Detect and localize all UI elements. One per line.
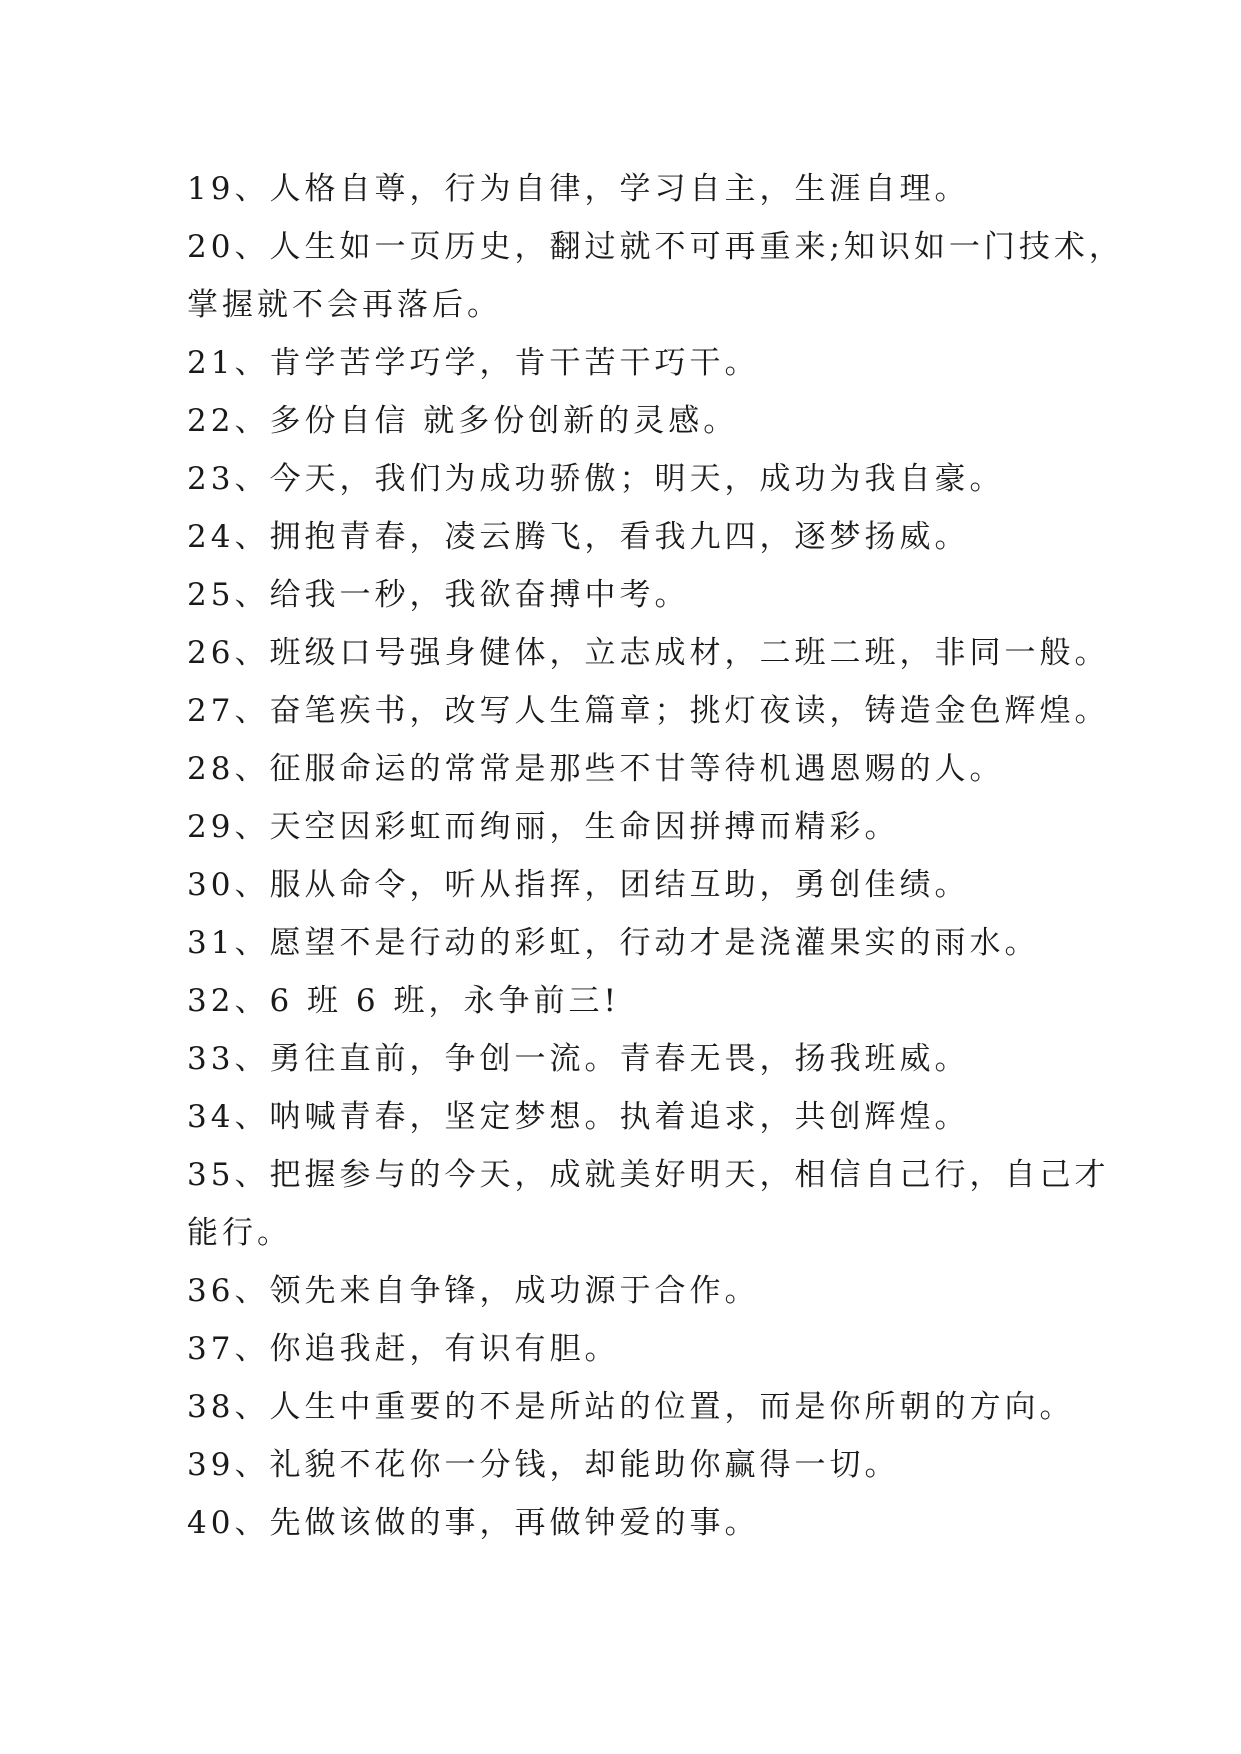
text-line: 21、肯学苦学巧学，肯干苦干巧干。 bbox=[187, 345, 760, 381]
text-line: 33、勇往直前，争创一流。青春无畏，扬我班威。 bbox=[187, 1041, 970, 1077]
text-line: 24、拥抱青春，凌云腾飞，看我九四，逐梦扬威。 bbox=[187, 519, 970, 555]
text-line: 23、今天，我们为成功骄傲；明天，成功为我自豪。 bbox=[187, 461, 1005, 497]
text-line: 34、呐喊青春，坚定梦想。执着追求，共创辉煌。 bbox=[187, 1099, 970, 1135]
text-line: 37、你追我赶，有识有胆。 bbox=[187, 1331, 620, 1367]
text-line: 30、服从命令，听从指挥，团结互助，勇创佳绩。 bbox=[187, 867, 970, 903]
text-line: 28、征服命运的常常是那些不甘等待机遇恩赐的人。 bbox=[187, 751, 1005, 787]
text-line: 掌握就不会再落后。 bbox=[187, 287, 502, 323]
text-line: 20、人生如一页历史，翻过就不可再重来;知识如一门技术， bbox=[187, 229, 1124, 265]
text-line: 32、6 班 6 班，永争前三! bbox=[187, 983, 620, 1019]
text-line: 36、领先来自争锋，成功源于合作。 bbox=[187, 1273, 760, 1309]
text-line: 31、愿望不是行动的彩虹，行动才是浇灌果实的雨水。 bbox=[187, 925, 1040, 961]
text-line: 38、人生中重要的不是所站的位置，而是你所朝的方向。 bbox=[187, 1389, 1075, 1425]
text-line: 29、天空因彩虹而绚丽，生命因拼搏而精彩。 bbox=[187, 809, 900, 845]
text-line: 19、人格自尊，行为自律，学习自主，生涯自理。 bbox=[187, 171, 970, 207]
text-line: 27、奋笔疾书，改写人生篇章；挑灯夜读，铸造金色辉煌。 bbox=[187, 693, 1110, 729]
text-line: 能行。 bbox=[187, 1215, 292, 1251]
document-body bbox=[187, 160, 1124, 1552]
text-line: 25、给我一秒，我欲奋搏中考。 bbox=[187, 577, 690, 613]
text-line: 39、礼貌不花你一分钱，却能助你赢得一切。 bbox=[187, 1447, 900, 1483]
text-line: 22、多份自信 就多份创新的灵感。 bbox=[187, 403, 739, 439]
text-line: 40、先做该做的事，再做钟爱的事。 bbox=[187, 1505, 760, 1541]
text-line: 35、把握参与的今天，成就美好明天，相信自己行，自己才 bbox=[187, 1157, 1110, 1193]
text-line: 26、班级口号强身健体，立志成材，二班二班，非同一般。 bbox=[187, 635, 1110, 671]
